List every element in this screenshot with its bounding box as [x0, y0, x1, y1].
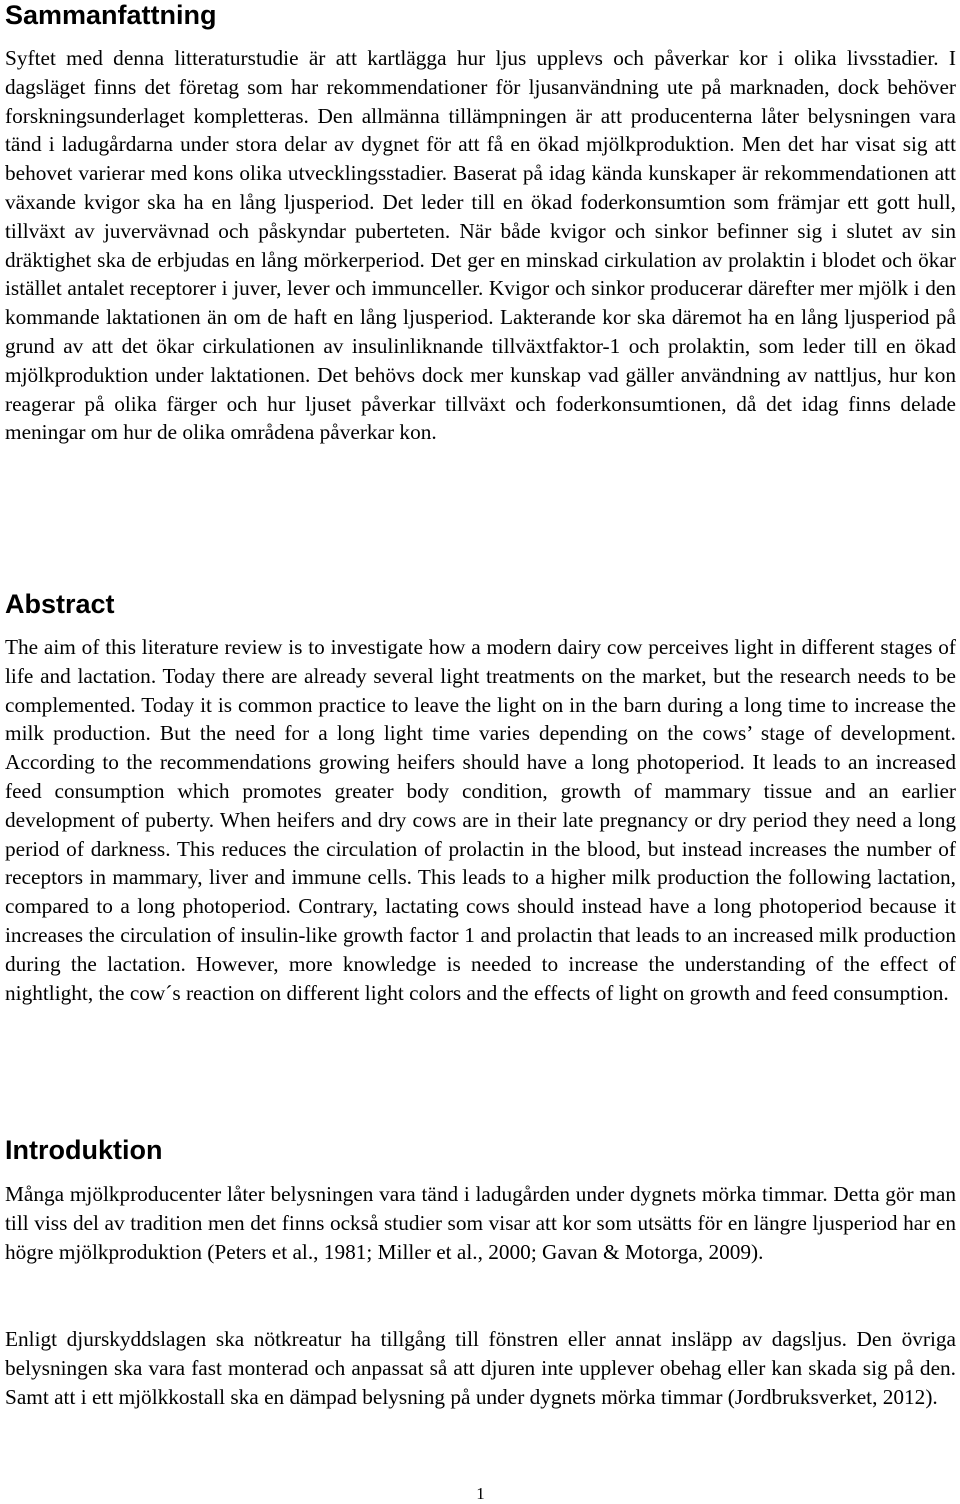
section-heading-sammanfattning: Sammanfattning [5, 0, 217, 30]
page-number: 1 [476, 1484, 485, 1503]
paragraph-introduktion-2: Enligt djurskyddslagen ska nötkreatur ha tillgång till fönstren eller annat insläpp av dagsljus. Den övriga belysningen ska vara fast monterad och anpassat så att djuren inte upplever obehag eller kan skada sig på den. Samt att i ett mjölkkostall ska en dämpad belysning på under dygnets mörka timmar (Jordbruksverket, 2012). [5, 1327, 956, 1409]
section-heading-abstract: Abstract [5, 589, 115, 619]
paragraph-abstract: The aim of this literature review is to investigate how a modern dairy cow perceives light in different stages of life and lactation. Today there are already several light treatments on the market, but the research needs to be complemented. Today it is common practice to leave the light on in the barn during a long time to increase the milk production. But the need for a long light time varies depending on the cows’ stage of development. According to the recommendations growing heifers should have a long photoperiod. It leads to an increased feed consumption which promotes greater body condition, growth of mammary tissue and an earlier development of puberty. When heifers and dry cows are in their late pregnancy or dry period they need a long period of darkness. This reduces the circulation of prolactin in the blood, but instead increases the number of receptors in mammary, liver and immune cells. This leads to a higher milk production the following lactation, compared to a long photoperiod. Contrary, lactating cows should instead have a long photoperiod because it increases the circulation of insulin-like growth factor 1 and prolactin that leads to an increased milk production during the lactation. However, more knowledge is needed to increase the understanding of the effect of nightlight, the cow´s reaction on different light colors and the effects of light on growth and feed consumption. [5, 635, 956, 1005]
section-heading-introduktion: Introduktion [5, 1135, 163, 1165]
paragraph-sammanfattning: Syftet med denna litteraturstudie är att kartlägga hur ljus upplevs och påverkar kor i olika livsstadier. I dagsläget finns det företag som har rekommendationer för ljusanvändning ute på marknaden, dock behöver forskningsunderlaget kompletteras. Den allmänna tillämpningen är att producenterna låter belysningen vara tänd i ladugårdarna under stora delar av dygnet för att få en ökad mjölkproduktion. Men det har visat sig att behovet varierar med kons olika utvecklingsstadier. Baserat på idag kända kunskaper är rekommendationen att växande kvigor ska ha en lång ljusperiod. Det leder till en ökad foderkonsumtion som främjar ett gott hull, tillväxt av juvervävnad och påskyndar puberteten. När både kvigor och sinkor befinner sig i slutet av sin dräktighet ska de erbjudas en lång mörkerperiod. Det ger en minskad cirkulation av prolaktin i blodet och ökar istället antalet receptorer i juver, lever och immunceller. Kvigor och sinkor producerar därefter mer mjölk i den kommande laktationen än om de haft en lång ljusperiod. Lakterande kor ska däremot ha en lång ljusperiod på grund av att det ökar cirkulationen av insulinliknande tillväxtfaktor-1 och prolaktin, som leder till en ökad mjölkproduktion under laktationen. Det behövs dock mer kunskap vad gäller användning av nattljus, hur kon reagerar på olika färger och hur ljuset påverkar tillväxt och foderkonsumtionen, då det idag finns delade meningar om hur de olika områdena påverkar kon. [5, 46, 956, 445]
paragraph-introduktion-1: Många mjölkproducenter låter belysningen vara tänd i ladugården under dygnets mörka timmar. Detta gör man till viss del av tradition men det finns också studier som visar att kor som utsätts för en längre ljusperiod har en högre mjölkproduktion (Peters et al., 1981; Miller et al., 2000; Gavan & Motorga, 2009). [5, 1182, 956, 1264]
